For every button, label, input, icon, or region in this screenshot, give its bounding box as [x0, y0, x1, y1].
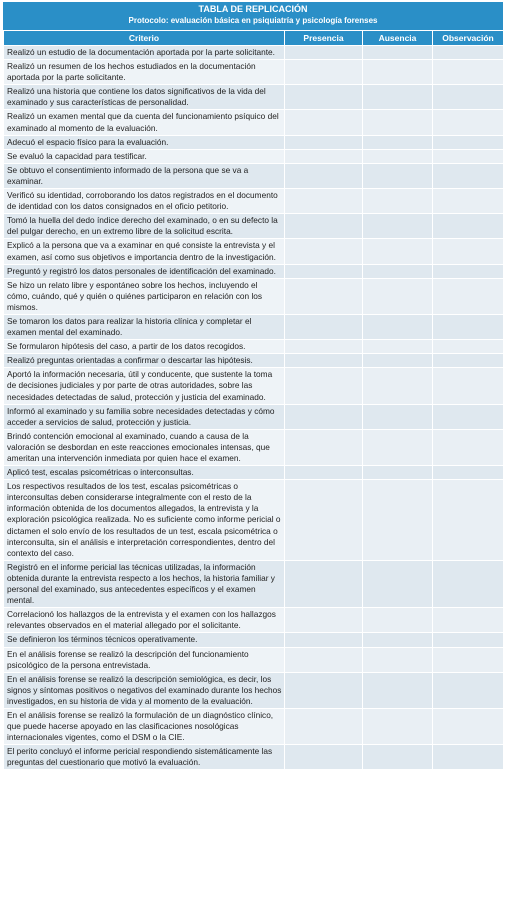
table-row: [4, 404, 504, 429]
presence-cell[interactable]: [285, 480, 363, 561]
absence-cell[interactable]: [363, 149, 433, 163]
criterion-cell: Se hizo un relato libre y espontáneo sobre los hechos, incluyendo el cómo, cuándo, qué y quién o quiénes participaron en relación con los mismos.: [4, 278, 285, 314]
absence-cell[interactable]: [363, 189, 433, 214]
presence-cell[interactable]: [285, 340, 363, 354]
presence-cell[interactable]: [285, 135, 363, 149]
table-row: [4, 85, 504, 110]
table-title: TABLA DE REPLICACIÓN: [198, 4, 308, 14]
observation-cell[interactable]: [433, 278, 504, 314]
observation-cell[interactable]: [433, 354, 504, 368]
absence-cell[interactable]: [363, 264, 433, 278]
absence-cell[interactable]: [363, 608, 433, 633]
observation-cell[interactable]: [433, 633, 504, 647]
absence-cell[interactable]: [363, 314, 433, 339]
table-row: [4, 189, 504, 214]
absence-cell[interactable]: [363, 135, 433, 149]
absence-cell[interactable]: [363, 745, 433, 770]
observation-cell[interactable]: [433, 480, 504, 561]
presence-cell[interactable]: [285, 429, 363, 465]
criterion-cell: Adecuó el espacio físico para la evaluación.: [4, 135, 285, 149]
absence-cell[interactable]: [363, 340, 433, 354]
criterion-cell: Tomó la huella del dedo índice derecho del examinado, o en su defecto la del pulgar derecho, en un extremo libre de la solicitud escrita.: [4, 214, 285, 239]
observation-cell[interactable]: [433, 608, 504, 633]
criterion-cell: El perito concluyó el informe pericial respondiendo sistemáticamente las preguntas del cuestionario que motivó la evaluación.: [4, 745, 285, 770]
absence-cell[interactable]: [363, 466, 433, 480]
table-row: [4, 354, 504, 368]
observation-cell[interactable]: [433, 745, 504, 770]
absence-cell[interactable]: [363, 60, 433, 85]
criterion-cell: Brindó contención emocional al examinado, cuando a causa de la valoración se desbordan en este reacciones emocionales intensas, que ameritan una intervención inmediata por quien hace el examen.: [4, 429, 285, 465]
absence-cell[interactable]: [363, 278, 433, 314]
replication-table-container: [3, 2, 503, 770]
table-row: [4, 214, 504, 239]
criterion-cell: Se tomaron los datos para realizar la historia clínica y completar el examen mental del examinado.: [4, 314, 285, 339]
absence-cell[interactable]: [363, 163, 433, 188]
absence-cell[interactable]: [363, 239, 433, 264]
absence-cell[interactable]: [363, 404, 433, 429]
table-row: [4, 480, 504, 561]
absence-cell[interactable]: [363, 85, 433, 110]
absence-cell[interactable]: [363, 214, 433, 239]
criterion-cell: Se formularon hipótesis del caso, a partir de los datos recogidos.: [4, 340, 285, 354]
criterion-cell: Aportó la información necesaria, útil y conducente, que sustente la toma de decisiones judiciales y por parte de otras autoridades, sobre las necesidades detectadas de salud, protección y justicia del examinado.: [4, 368, 285, 404]
presence-cell[interactable]: [285, 278, 363, 314]
observation-cell[interactable]: [433, 340, 504, 354]
presence-cell[interactable]: [285, 672, 363, 708]
presence-cell[interactable]: [285, 466, 363, 480]
observation-cell[interactable]: [433, 466, 504, 480]
criterion-cell: Correlacionó los hallazgos de la entrevista y el examen con los hallazgos relevantes observados en el material allegado por el solicitante.: [4, 608, 285, 633]
presence-cell[interactable]: [285, 46, 363, 60]
criterion-cell: Realizó una historia que contiene los datos significativos de la vida del examinado y sus características de personalidad.: [4, 85, 285, 110]
table-row: [4, 264, 504, 278]
observation-cell[interactable]: [433, 135, 504, 149]
criterion-cell: Se obtuvo el consentimiento informado de la persona que se va a examinar.: [4, 163, 285, 188]
observation-cell[interactable]: [433, 85, 504, 110]
observation-cell[interactable]: [433, 708, 504, 744]
absence-cell[interactable]: [363, 429, 433, 465]
table-row: [4, 672, 504, 708]
presence-cell[interactable]: [285, 314, 363, 339]
table-subtitle: Protocolo: evaluación básica en psiquiatría y psicología forenses: [128, 16, 378, 25]
criterion-cell: En el análisis forense se realizó la descripción del funcionamiento psicológico de la persona entrevistada.: [4, 647, 285, 672]
column-header-presencia: Presencia: [285, 31, 363, 46]
table-row: [4, 278, 504, 314]
table-title-bar: [3, 2, 503, 30]
observation-cell[interactable]: [433, 239, 504, 264]
criterion-cell: Realizó un examen mental que da cuenta del funcionamiento psíquico del examinado al momento de la evaluación.: [4, 110, 285, 135]
absence-cell[interactable]: [363, 672, 433, 708]
criterion-cell: Registró en el informe pericial las técnicas utilizadas, la información obtenida durante la entrevista respecto a los hechos, la historia familiar y personal del examinado, sus antecedentes específicos y el examen mental.: [4, 560, 285, 607]
observation-cell[interactable]: [433, 404, 504, 429]
presence-cell[interactable]: [285, 745, 363, 770]
observation-cell[interactable]: [433, 314, 504, 339]
presence-cell[interactable]: [285, 85, 363, 110]
criterion-cell: Informó al examinado y su familia sobre necesidades detectadas y cómo acceder a servicios de salud, protección y justicia.: [4, 404, 285, 429]
absence-cell[interactable]: [363, 46, 433, 60]
presence-cell[interactable]: [285, 264, 363, 278]
presence-cell[interactable]: [285, 163, 363, 188]
criterion-cell: Realizó preguntas orientadas a confirmar o descartar las hipótesis.: [4, 354, 285, 368]
presence-cell[interactable]: [285, 149, 363, 163]
absence-cell[interactable]: [363, 633, 433, 647]
criterion-cell: En el análisis forense se realizó la formulación de un diagnóstico clínico, que puede hacerse apoyado en las clasificaciones nosológicas internacionales vigentes, como el DSM o la CIE.: [4, 708, 285, 744]
criterion-cell: Explicó a la persona que va a examinar en qué consiste la entrevista y el examen, así como sus objetivos e importancia dentro de la investigación.: [4, 239, 285, 264]
criterion-cell: Se evaluó la capacidad para testificar.: [4, 149, 285, 163]
observation-cell[interactable]: [433, 672, 504, 708]
observation-cell[interactable]: [433, 647, 504, 672]
table-row: [4, 466, 504, 480]
presence-cell[interactable]: [285, 60, 363, 85]
table-row: [4, 46, 504, 60]
presence-cell[interactable]: [285, 647, 363, 672]
table-row: [4, 368, 504, 404]
table-row: [4, 135, 504, 149]
absence-cell[interactable]: [363, 110, 433, 135]
column-header-ausencia: Ausencia: [363, 31, 433, 46]
table-row: [4, 560, 504, 607]
observation-cell[interactable]: [433, 163, 504, 188]
presence-cell[interactable]: [285, 404, 363, 429]
observation-cell[interactable]: [433, 368, 504, 404]
column-header-observacion: Observación: [433, 31, 504, 46]
observation-cell[interactable]: [433, 560, 504, 607]
observation-cell[interactable]: [433, 214, 504, 239]
criterion-cell: Realizó un resumen de los hechos estudiados en la documentación aportada por la parte solicitante.: [4, 60, 285, 85]
presence-cell[interactable]: [285, 239, 363, 264]
criteria-table: [3, 30, 504, 770]
header-row: [4, 31, 504, 46]
criterion-cell: Los respectivos resultados de los test, escalas psicométricas o interconsultas deben considerarse integralmente con el resto de la información obtenida de los documentos allegados, la entrevista y la exploración psicológica realizada. No es suficiente como informe pericial o dictamen el solo envío de los resultados de un test, escala psicométrica o interconsulta, sin el análisis e interpretación correspondientes, dentro del contexto del caso.: [4, 480, 285, 561]
absence-cell[interactable]: [363, 560, 433, 607]
table-row: [4, 110, 504, 135]
absence-cell[interactable]: [363, 647, 433, 672]
presence-cell[interactable]: [285, 354, 363, 368]
presence-cell[interactable]: [285, 708, 363, 744]
table-body: [4, 46, 504, 770]
absence-cell[interactable]: [363, 354, 433, 368]
table-row: [4, 239, 504, 264]
table-row: [4, 163, 504, 188]
observation-cell[interactable]: [433, 189, 504, 214]
presence-cell[interactable]: [285, 608, 363, 633]
table-row: [4, 60, 504, 85]
table-row: [4, 149, 504, 163]
observation-cell[interactable]: [433, 429, 504, 465]
table-row: [4, 708, 504, 744]
criterion-cell: Aplicó test, escalas psicométricas o interconsultas.: [4, 466, 285, 480]
absence-cell[interactable]: [363, 368, 433, 404]
table-row: [4, 608, 504, 633]
criterion-cell: Se definieron los términos técnicos operativamente.: [4, 633, 285, 647]
table-row: [4, 340, 504, 354]
observation-cell[interactable]: [433, 46, 504, 60]
absence-cell[interactable]: [363, 480, 433, 561]
observation-cell[interactable]: [433, 60, 504, 85]
presence-cell[interactable]: [285, 560, 363, 607]
presence-cell[interactable]: [285, 214, 363, 239]
presence-cell[interactable]: [285, 633, 363, 647]
table-row: [4, 314, 504, 339]
table-row: [4, 745, 504, 770]
presence-cell[interactable]: [285, 189, 363, 214]
table-row: [4, 647, 504, 672]
table-row: [4, 633, 504, 647]
criterion-cell: Verificó su identidad, corroborando los datos registrados en el documento de identidad con los datos consignados en el oficio petitorio.: [4, 189, 285, 214]
criterion-cell: Preguntó y registró los datos personales de identificación del examinado.: [4, 264, 285, 278]
criterion-cell: En el análisis forense se realizó la descripción semiológica, es decir, los signos y síntomas positivos o negativos del examinado durante los hechos investigados, en su historia de vida y al momento de la evaluación.: [4, 672, 285, 708]
observation-cell[interactable]: [433, 264, 504, 278]
absence-cell[interactable]: [363, 708, 433, 744]
presence-cell[interactable]: [285, 110, 363, 135]
column-header-criterio: Criterio: [4, 31, 285, 46]
criterion-cell: Realizó un estudio de la documentación aportada por la parte solicitante.: [4, 46, 285, 60]
observation-cell[interactable]: [433, 110, 504, 135]
table-row: [4, 429, 504, 465]
presence-cell[interactable]: [285, 368, 363, 404]
observation-cell[interactable]: [433, 149, 504, 163]
